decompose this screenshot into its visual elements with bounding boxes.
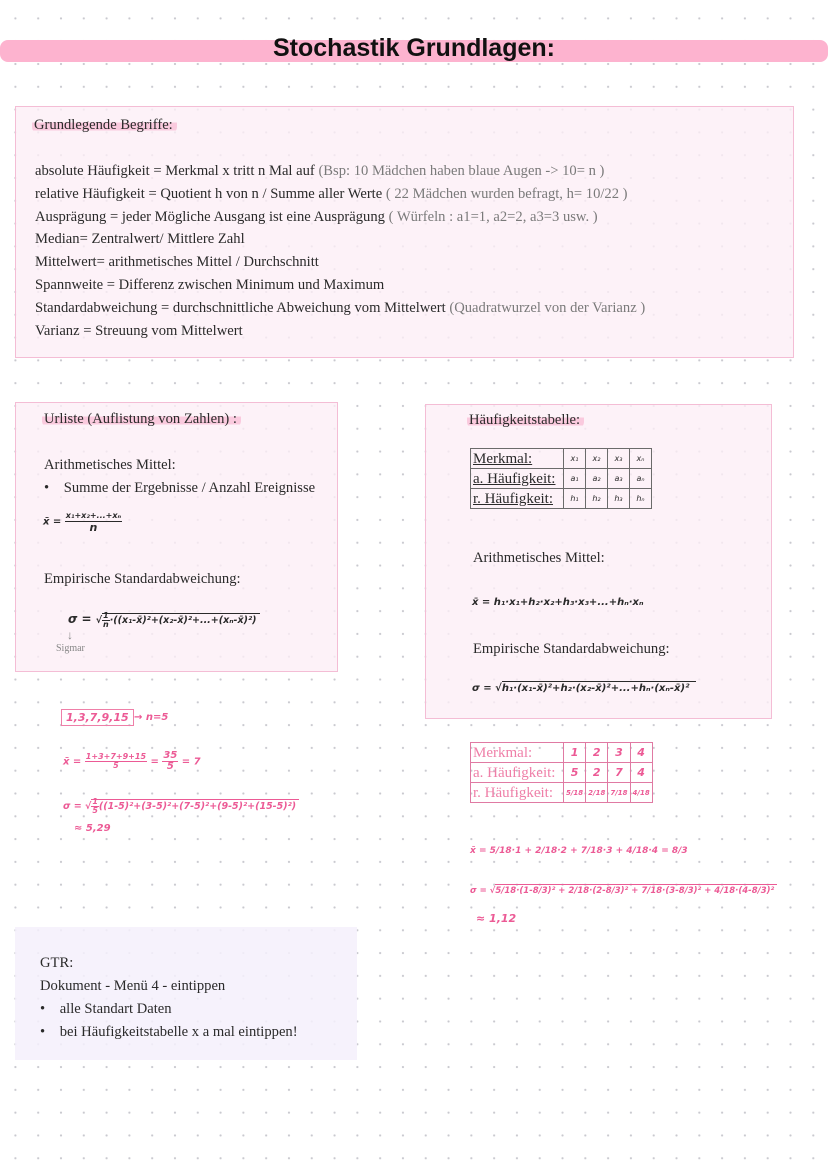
urliste-heading: Urliste (Auflistung von Zahlen) : [42, 411, 241, 427]
example1-std-result: ≈ 5,29 [74, 823, 111, 834]
table-row: Merkmal: 1 2 3 4 [471, 743, 653, 763]
definition-standardabweichung: Standardabweichung = durchschnittliche Abweichung vom Mittelwert (Quadratwurzel von der Varianz ) [35, 299, 646, 316]
definition-mittelwert: Mittelwert= arithmetisches Mittel / Durchschnitt [35, 254, 319, 271]
begriffe-list [35, 160, 645, 342]
haeufigkeit-std-label: Empirische Standardabweichung: [473, 641, 670, 657]
example1-mean: x̄ = $\frac{1+3+7+9+15}{5}$ = $\frac{35}{5}$ = 7 [63, 750, 201, 772]
haeufigkeit-std-formula: σ = √h₁·(x₁-x̄)²+h₂·(x₂-x̄)²+...+hₙ·(xₙ-x̄)² [472, 683, 696, 694]
haeufigkeit-mean-formula: x̄ = h₁·x₁+h₂·x₂+h₃·x₃+...+hₙ·xₙ [472, 597, 644, 608]
definition-median: Median= Zentralwert/ Mittlere Zahl [35, 231, 245, 248]
example2-mean: x̄ = 5/18·1 + 2/18·2 + 7/18·3 + 4/18·4 = 8/3 [470, 846, 688, 856]
urliste-arith-label: Arithmetisches Mittel: [44, 457, 176, 473]
example1-list: 1,3,7,9,15 [61, 709, 134, 726]
definition-auspraegung: Ausprägung = jeder Mögliche Ausgang ist eine Ausprägung ( Würfeln : a1=1, a2=2, a3=3 usw. ) [35, 208, 598, 225]
definition-absolute-haeufigkeit: absolute Häufigkeit = Merkmal x tritt n Mal auf (Bsp: 10 Mädchen haben blaue Augen -> 10= n ) [35, 163, 605, 179]
haeufigkeitstabelle-heading: Häufigkeitstabelle: [467, 412, 584, 428]
example1-n: → n=5 [134, 712, 169, 723]
haeufigkeit-arith-label: Arithmetisches Mittel: [473, 550, 605, 566]
page-title: Stochastik Grundlagen: [273, 34, 555, 62]
urliste-std-formula: σ = √ $\frac{1}{n}$ ·((x₁-x̄)²+(x₂-x̄)²+...+(xₙ-x̄)²) [68, 612, 260, 629]
example2-std: σ = √5/18·(1-8/3)² + 2/18·(2-8/3)² + 7/18·(3-8/3)² + 4/18·(4-8/3)² [470, 886, 777, 896]
definition-varianz: Varianz = Streuung vom Mittelwert [35, 322, 243, 339]
table-row: r. Häufigkeit: h₁ h₂ h₃ hₙ [471, 489, 652, 509]
example2-std-result: ≈ 1,12 [476, 912, 517, 925]
urliste-mean-formula: x̄ = $\frac{\text{x₁+x₂+...+xₙ}}{n}$ [43, 511, 122, 534]
arrow-down-icon: ↓ [67, 628, 73, 642]
table-row: a. Häufigkeit: 5 2 7 4 [471, 763, 653, 783]
example1-std: σ = √ $\frac{1}{5}$ ((1-5)²+(3-5)²+(7-5)²+(9-5)²+(15-5)²) [63, 798, 299, 815]
gtr-bullet: • alle Standart Daten [40, 1001, 172, 1017]
urliste-arith-bullet: • Summe der Ergebnisse / Anzahl Ereignisse [44, 480, 316, 496]
urliste-std-label: Empirische Standardabweichung: [44, 571, 241, 587]
definition-spannweite: Spannweite = Differenz zwischen Minimum und Maximum [35, 276, 385, 293]
table-row: r. Häufigkeit: 5/18 2/18 7/18 4/18 [471, 783, 653, 803]
gtr-heading: GTR: [40, 955, 74, 971]
gtr-line: Dokument - Menü 4 - eintippen [40, 978, 226, 994]
begriffe-heading: Grundlegende Begriffe: [32, 117, 177, 133]
urliste-box [15, 402, 338, 672]
table-row: Merkmal: x₁ x₂ x₃ xₙ [471, 449, 652, 469]
frequency-table-template [470, 448, 652, 509]
definition-relative-haeufigkeit: relative Häufigkeit = Quotient h von n / Summe aller Werte ( 22 Mädchen wurden befragt, h= 10/22 ) [35, 185, 628, 202]
table-row: a. Häufigkeit: a₁ a₂ a₃ aₙ [471, 469, 652, 489]
sigma-note: Sigmar [56, 643, 85, 654]
gtr-bullet: • bei Häufigkeitstabelle x a mal eintippen! [40, 1024, 298, 1040]
frequency-table-example [470, 742, 653, 803]
